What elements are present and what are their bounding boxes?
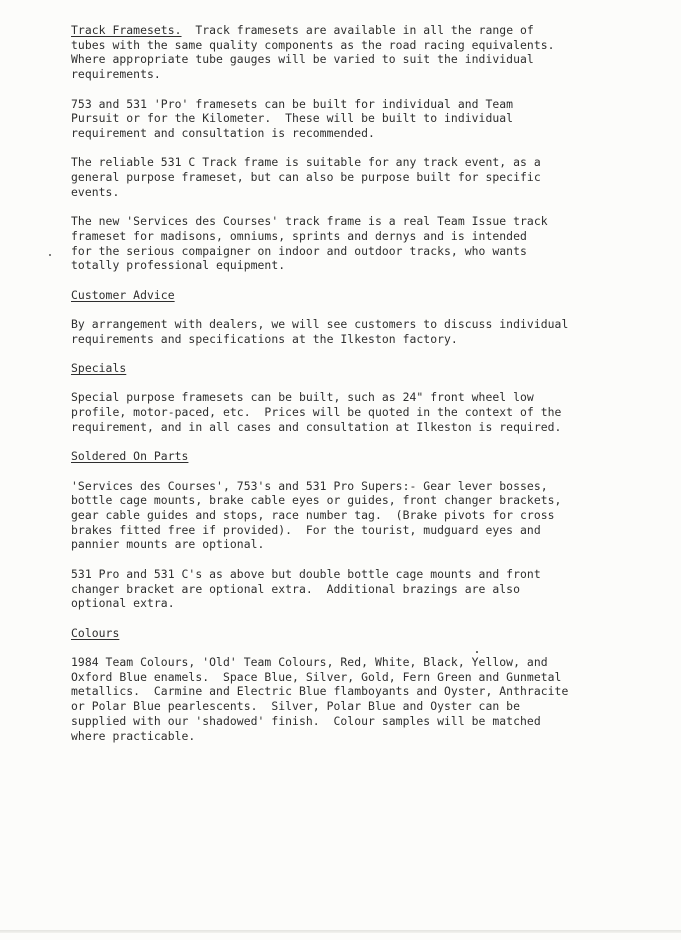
paragraph-line: general purpose frameset, but can also be purpose built for specific: [71, 170, 541, 184]
paragraph-line: Where appropriate tube gauges will be varied to suit the individual: [71, 52, 534, 67]
paragraph-line: requirement, and in all cases and consultation at Ilkeston is required.: [71, 419, 562, 434]
heading-specials: Specials: [71, 361, 127, 376]
paragraph-line: or Polar Blue pearlescents. Silver, Polar Blue and Oyster can be: [71, 699, 521, 714]
section-colours-heading: [71, 626, 631, 641]
paragraph-531c-track: [71, 155, 631, 199]
paper-speck: [476, 651, 478, 653]
paragraph-line: totally professional equipment.: [71, 258, 286, 273]
paragraph-753-531-pro: [71, 97, 631, 141]
paragraph-line: changer bracket are optional extra. Additional brazings are also: [71, 581, 521, 596]
paragraph-line: requirements.: [71, 67, 161, 82]
paragraph-specials: [71, 390, 631, 434]
paragraph-line: 753 and 531 'Pro' framesets can be built for individual and Team: [71, 96, 514, 111]
section-soldered-on-parts-heading: [71, 449, 631, 464]
paragraph-colours: [71, 655, 631, 743]
paragraph-line: tubes with the same quality components as the road racing equivalents.: [71, 37, 555, 52]
paragraph-line: profile, motor-paced, etc. Prices will be quoted in the context of the: [71, 405, 562, 420]
paragraph-line: 'Services des Courses', 753's and 531 Pro Supers:- Gear lever bosses,: [71, 478, 548, 493]
document-body: [71, 23, 631, 758]
paragraph-line: Pursuit or for the Kilometer. These will be built to individual: [71, 111, 514, 126]
paragraph-line: events.: [71, 184, 120, 199]
paragraph-line: Oxford Blue enamels. Space Blue, Silver, Gold, Fern Green and Gunmetal: [71, 669, 562, 684]
paragraph-line: 1984 Team Colours, 'Old' Team Colours, Red, White, Black, Yellow, and: [71, 655, 548, 670]
section-specials-heading: [71, 361, 631, 376]
paragraph-line: brakes fitted free if provided). For the tourist, mudguard eyes and: [71, 522, 541, 537]
heading-track-framesets: Track Framesets.: [71, 23, 182, 37]
paragraph-line: Track framesets are available in all the range of: [181, 23, 534, 37]
paragraph-customer-advice: [71, 317, 631, 346]
paragraph-line: gear cable guides and stops, race number tag. (Brake pivots for cross: [71, 508, 555, 523]
paragraph-line: pannier mounts are optional.: [71, 537, 265, 552]
heading-soldered-on-parts: Soldered On Parts: [71, 449, 189, 464]
paragraph-line: for the serious compaigner on indoor and outdoor tracks, who wants: [71, 243, 527, 258]
section-customer-advice-heading: [71, 288, 631, 303]
heading-customer-advice: Customer Advice: [71, 287, 175, 302]
heading-colours: Colours: [71, 625, 120, 640]
paragraph-line: supplied with our 'shadowed' finish. Colour samples will be matched: [71, 713, 541, 728]
paragraph-line: requirements and specifications at the Ilkeston factory.: [71, 331, 458, 346]
paragraph-services-des-courses: [71, 214, 631, 273]
paragraph-line: where practicable.: [71, 728, 196, 743]
paragraph-line: Special purpose framesets can be built, such as 24" front wheel low: [71, 390, 534, 405]
paper-bottom-edge: [0, 930, 681, 933]
paragraph-line: By arrangement with dealers, we will see customers to discuss individual: [71, 316, 569, 331]
paragraph-531-pro-c: [71, 567, 631, 611]
paragraph-line: frameset for madisons, omniums, sprints and dernys and is intended: [71, 228, 527, 243]
paragraph-line: bottle cage mounts, brake cable eyes or guides, front changer brackets,: [71, 493, 562, 508]
paragraph-line: The reliable 531 C Track frame is suitable for any track event, as a: [71, 155, 541, 170]
paragraph-soldered-on-parts: [71, 479, 631, 553]
paragraph-track-framesets: [71, 23, 631, 82]
paragraph-line: optional extra.: [71, 596, 175, 611]
paragraph-line: The new 'Services des Courses' track frame is a real Team Issue track: [71, 214, 548, 229]
paragraph-line: metallics. Carmine and Electric Blue flamboyants and Oyster, Anthracite: [71, 684, 569, 699]
paragraph-line: requirement and consultation is recommended.: [71, 125, 375, 140]
paper-speck: [49, 254, 51, 256]
paragraph-line: 531 Pro and 531 C's as above but double bottle cage mounts and front: [71, 566, 541, 581]
